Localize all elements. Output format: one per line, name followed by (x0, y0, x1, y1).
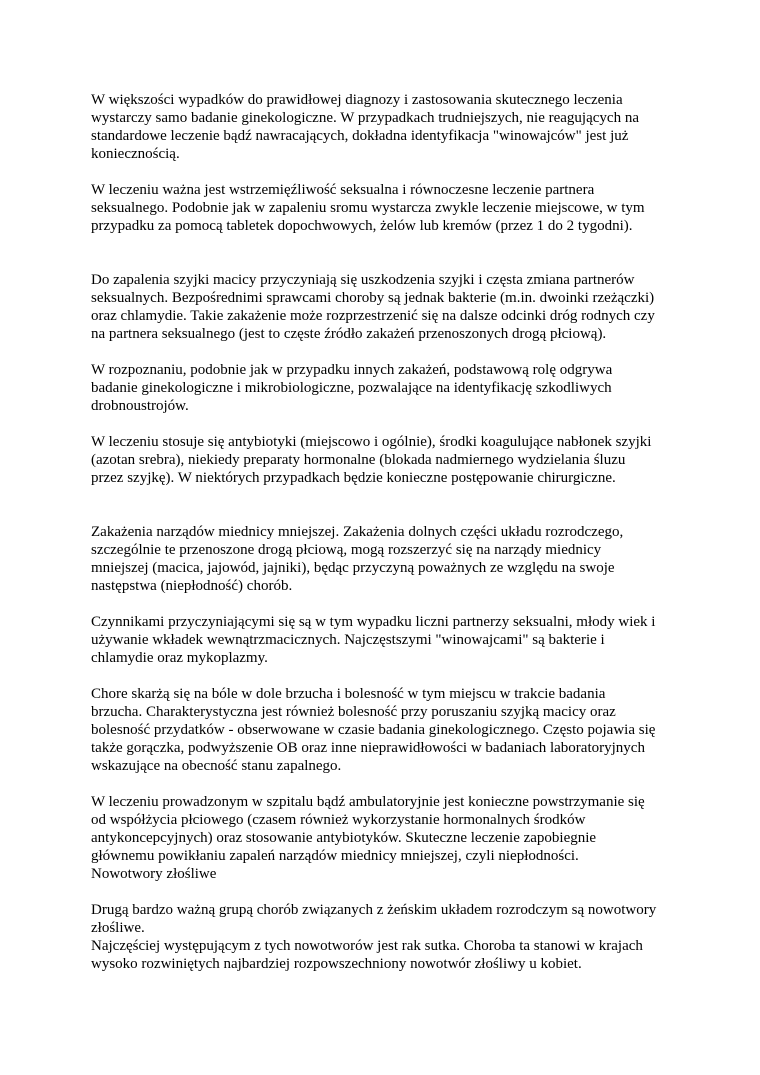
text-line: od współżycia płciowego (czasem również wykorzystanie hormonalnych środków (91, 812, 586, 828)
text-line: używanie wkładek wewnątrzmacicznych. Najczęstszymi "winowajcami" są bakterie i (91, 632, 605, 648)
text-line: koniecznością. (91, 146, 180, 162)
text-line: wysoko rozwiniętych najbardziej rozpowszechniony nowotwór złośliwy u kobiet. (91, 956, 582, 972)
text-line: na partnera seksualnego (jest to częste źródło zakażeń przenoszonych drogą płciową). (91, 326, 607, 342)
text-line: także gorączka, podwyższenie OB oraz inne nieprawidłowości w badaniach laboratoryjnych (91, 740, 645, 756)
paragraph-spacer (91, 595, 681, 613)
text-line: Do zapalenia szyjki macicy przyczyniają się uszkodzenia szyjki i częsta zmiana partnerów (91, 272, 635, 288)
text-line: następstwa (niepłodność) chorób. (91, 578, 293, 594)
text-line: W rozpoznaniu, podobnie jak w przypadku innych zakażeń, podstawową rolę odgrywa (91, 362, 613, 378)
text-line: Najczęściej występującym z tych nowotworów jest rak sutka. Choroba ta stanowi w krajach (91, 938, 643, 954)
text-line: standardowe leczenie bądź nawracających, dokładna identyfikacja "winowajców" jest już (91, 128, 629, 144)
text-line: wskazujące na obecność stanu zapalnego. (91, 758, 342, 774)
text-line: Zakażenia narządów miednicy mniejszej. Zakażenia dolnych części układu rozrodczego, (91, 524, 624, 540)
section-heading-tumors: Nowotwory złośliwe (91, 866, 217, 882)
text-line: bolesność przydatków - obserwowane w czasie badania ginekologicznego. Często pojawia się (91, 722, 656, 738)
text-line: W większości wypadków do prawidłowej diagnozy i zastosowania skutecznego leczenia (91, 92, 623, 108)
paragraph-treatment-vaginitis (91, 181, 681, 235)
text-line: głównemu powikłaniu zapaleń narządów miednicy mniejszej, czyli niepłodności. (91, 848, 579, 864)
paragraph-spacer (91, 415, 681, 433)
paragraph-spacer (91, 163, 681, 181)
paragraph-malignant-tumors (91, 901, 681, 973)
text-line: W leczeniu stosuje się antybiotyki (miejscowo i ogólnie), środki koagulujące nabłonek szyjki (91, 434, 652, 450)
paragraph-spacer (91, 775, 681, 793)
text-line: przez szyjkę). W niektórych przypadkach będzie konieczne postępowanie chirurgiczne. (91, 470, 616, 486)
document-page (91, 91, 681, 973)
paragraph-cervicitis-causes (91, 271, 681, 343)
text-line: badanie ginekologiczne i mikrobiologiczne, pozwalające na identyfikację szkodliwych (91, 380, 612, 396)
paragraph-spacer (91, 487, 681, 523)
paragraph-spacer (91, 667, 681, 685)
text-line: W leczeniu prowadzonym w szpitalu bądź ambulatoryjnie jest konieczne powstrzymanie się (91, 794, 645, 810)
paragraph-symptoms (91, 685, 681, 775)
paragraph-spacer (91, 235, 681, 271)
text-line: Drugą bardzo ważną grupą chorób związanych z żeńskim układem rozrodczym są nowotwory (91, 902, 657, 918)
text-line: oraz chlamydie. Takie zakażenie może rozprzestrzenić się na dalsze odcinki dróg rodnych czy (91, 308, 655, 324)
text-line: drobnoustrojów. (91, 398, 189, 414)
paragraph-spacer (91, 883, 681, 901)
text-line: chlamydie oraz mykoplazmy. (91, 650, 268, 666)
text-line: (azotan srebra), niekiedy preparaty hormonalne (blokada nadmiernego wydzielania śluzu (91, 452, 626, 468)
text-line: złośliwe. (91, 920, 145, 936)
text-line: Czynnikami przyczyniającymi się są w tym wypadku liczni partnerzy seksualni, młody wiek i (91, 614, 656, 630)
paragraph-cervicitis-diagnosis (91, 361, 681, 415)
paragraph-spacer (91, 343, 681, 361)
text-line: antykoncepcyjnych) oraz stosowanie antybiotyków. Skuteczne leczenie zapobiegnie (91, 830, 597, 846)
text-line: brzucha. Charakterystyczna jest również bolesność przy poruszaniu szyjką macicy oraz (91, 704, 616, 720)
paragraph-pelvic-infections (91, 523, 681, 595)
paragraph-pelvic-treatment (91, 793, 681, 883)
paragraph-risk-factors (91, 613, 681, 667)
text-line: przypadku za pomocą tabletek dopochwowych, żelów lub kremów (przez 1 do 2 tygodni). (91, 218, 633, 234)
paragraph-cervicitis-treatment (91, 433, 681, 487)
text-line: W leczeniu ważna jest wstrzemięźliwość seksualna i równoczesne leczenie partnera (91, 182, 595, 198)
text-line: seksualnego. Podobnie jak w zapaleniu sromu wystarcza zwykle leczenie miejscowe, w tym (91, 200, 645, 216)
text-line: szczególnie te przenoszone drogą płciową, mogą rozszerzyć się na narządy miednicy (91, 542, 602, 558)
paragraph-diagnosis (91, 91, 681, 163)
text-line: wystarczy samo badanie ginekologiczne. W przypadkach trudniejszych, nie reagujących na (91, 110, 639, 126)
text-line: Chore skarżą się na bóle w dole brzucha i bolesność w tym miejscu w trakcie badania (91, 686, 606, 702)
text-line: mniejszej (macica, jajowód, jajniki), będąc przyczyną poważnych ze względu na swoje (91, 560, 615, 576)
text-line: seksualnych. Bezpośrednimi sprawcami choroby są jednak bakterie (m.in. dwoinki rzeżączki) (91, 290, 655, 306)
